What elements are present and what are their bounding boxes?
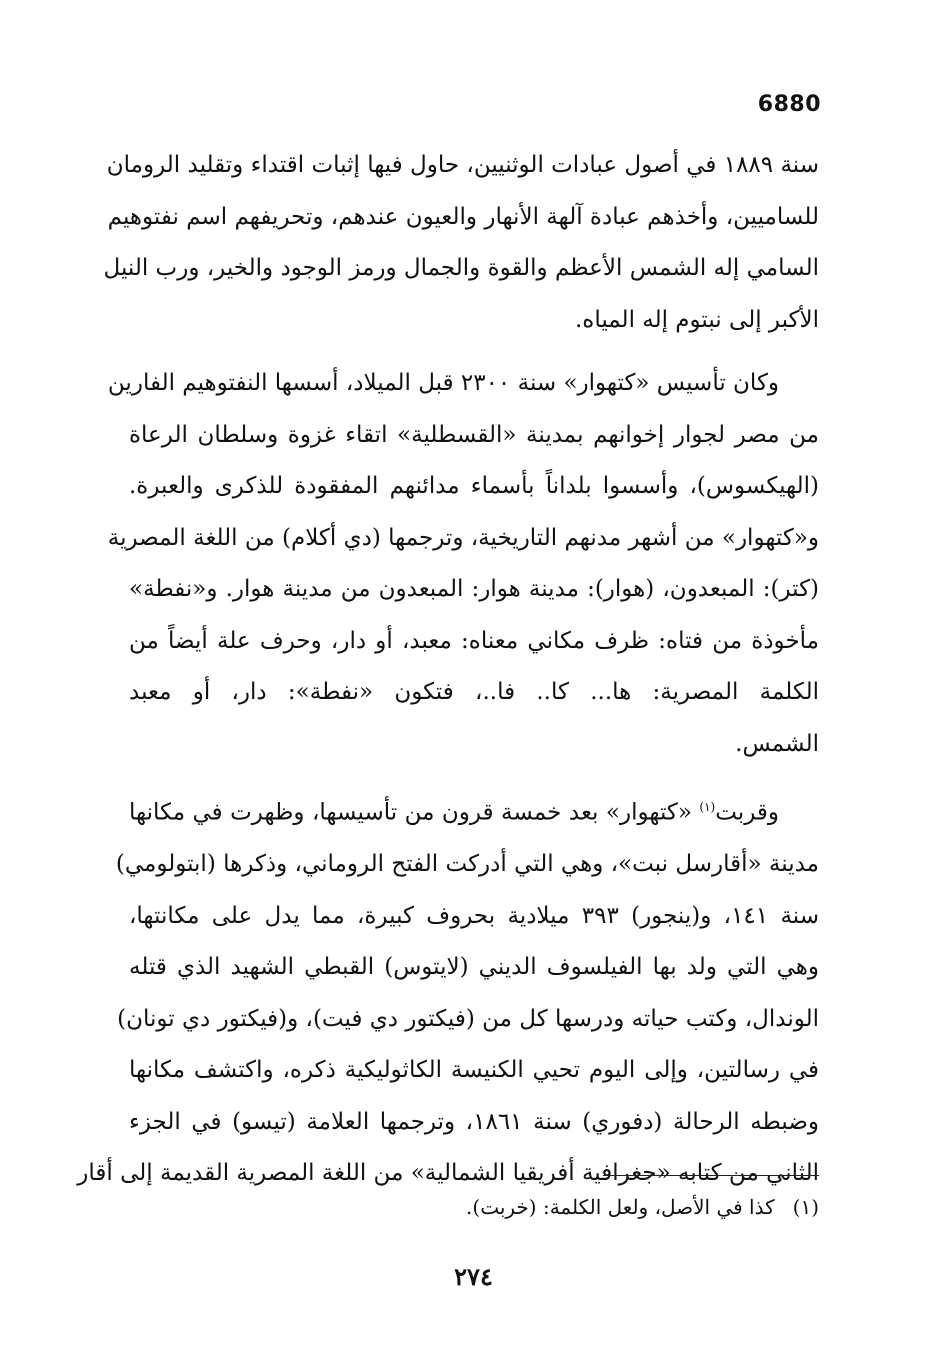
footnote-marker: (١) bbox=[699, 800, 716, 814]
text-line: في رسالتين، وإلى اليوم تحيي الكنيسة الكاثوليكية ذكره، واكتشف مكانها bbox=[129, 1057, 819, 1084]
text-line: الشمس. bbox=[735, 730, 819, 757]
text-line: من مصر لجوار إخوانهم بمدينة «القسطلية» اتقاء غزوة وسلطان الرعاة bbox=[129, 421, 819, 448]
text-line: للساميين، وأخذهم عبادة آلهة الأنهار والعيون عندهم، وتحريفهم اسم نفتوهيم bbox=[107, 203, 819, 230]
paragraph-2 bbox=[107, 358, 819, 770]
text-line: سنة ١٨٨٩ في أصول عبادات الوثنيين، حاول فيها إثبات اقتداء وتقليد الرومان bbox=[106, 152, 819, 178]
text-line: الثاني من كتابه «جغرافية أفريقيا الشمالية» من اللغة المصرية القديمة إلى أقار bbox=[77, 1160, 819, 1187]
text-line: الكلمة المصرية: ها... كا.. فا..، فتكون «نفطة»: دار، أو معبد bbox=[129, 679, 819, 705]
paragraph-3 bbox=[77, 782, 819, 1200]
text-fragment: وقربت bbox=[715, 799, 779, 826]
text-line: الأكبر إلى نبتوم إله المياه. bbox=[574, 306, 819, 333]
text-line: وكان تأسيس «كتهوار» سنة ٢٣٠٠ قبل الميلاد، أسسها النفتوهيم الفارين bbox=[107, 370, 779, 396]
text-fragment: «كتهوار» بعد خمسة قرون من تأسيسها، وظهرت في مكانها bbox=[129, 799, 700, 826]
text-line: و«كتهوار» من أشهر مدنهم التاريخية، وترجمها (دي أكلام) من اللغة المصرية bbox=[107, 524, 819, 551]
page-number-top: 6880 bbox=[757, 92, 821, 117]
text-line: مدينة «أقارسل نبت»، وهي التي أدركت الفتح الروماني، وذكرها (ابتولومي) bbox=[115, 851, 819, 878]
text-line: مأخوذة من فتاه: ظرف مكاني معناه: معبد، أو دار، وحرف علة أيضاً من bbox=[129, 627, 819, 654]
footnote-number: (١) bbox=[792, 1195, 819, 1219]
footnote-divider bbox=[603, 1175, 819, 1176]
text-line: (كتر): المبعدون، (هوار): مدينة هوار: المبعدون من مدينة هوار. و«نفطة» bbox=[129, 576, 819, 602]
text-line: وضبطه الرحالة (دفوري) سنة ١٨٦١، وترجمها العلامة (تيسو) في الجزء bbox=[129, 1108, 819, 1135]
body-text bbox=[77, 140, 819, 1212]
text-line: (الهيكسوس)، وأسسوا بلداناً بأسماء مدائنهم المفقودة للذكرى والعبرة. bbox=[129, 473, 819, 499]
paragraph-1 bbox=[103, 140, 819, 346]
footnote-text: كذا في الأصل، ولعل الكلمة: (خربت). bbox=[466, 1195, 775, 1219]
footnote bbox=[129, 1192, 819, 1222]
text-line: سنة ١٤١، و(ينجور) ٣٩٣ ميلادية بحروف كبيرة، مما يدل على مكانتها، bbox=[129, 902, 819, 929]
text-line bbox=[129, 782, 819, 839]
text-line: السامي إله الشمس الأعظم والقوة والجمال ورمز الوجود والخير، ورب النيل bbox=[103, 255, 819, 281]
page-number-bottom: ٢٧٤ bbox=[454, 1262, 493, 1291]
text-line: وهي التي ولد بها الفيلسوف الديني (لايتوس) القبطي الشهيد الذي قتله bbox=[129, 954, 819, 981]
text-line: الوندال، وكتب حياته ودرسها كل من (فيكتور دي فيت)، و(فيكتور دي تونان) bbox=[117, 1005, 819, 1032]
